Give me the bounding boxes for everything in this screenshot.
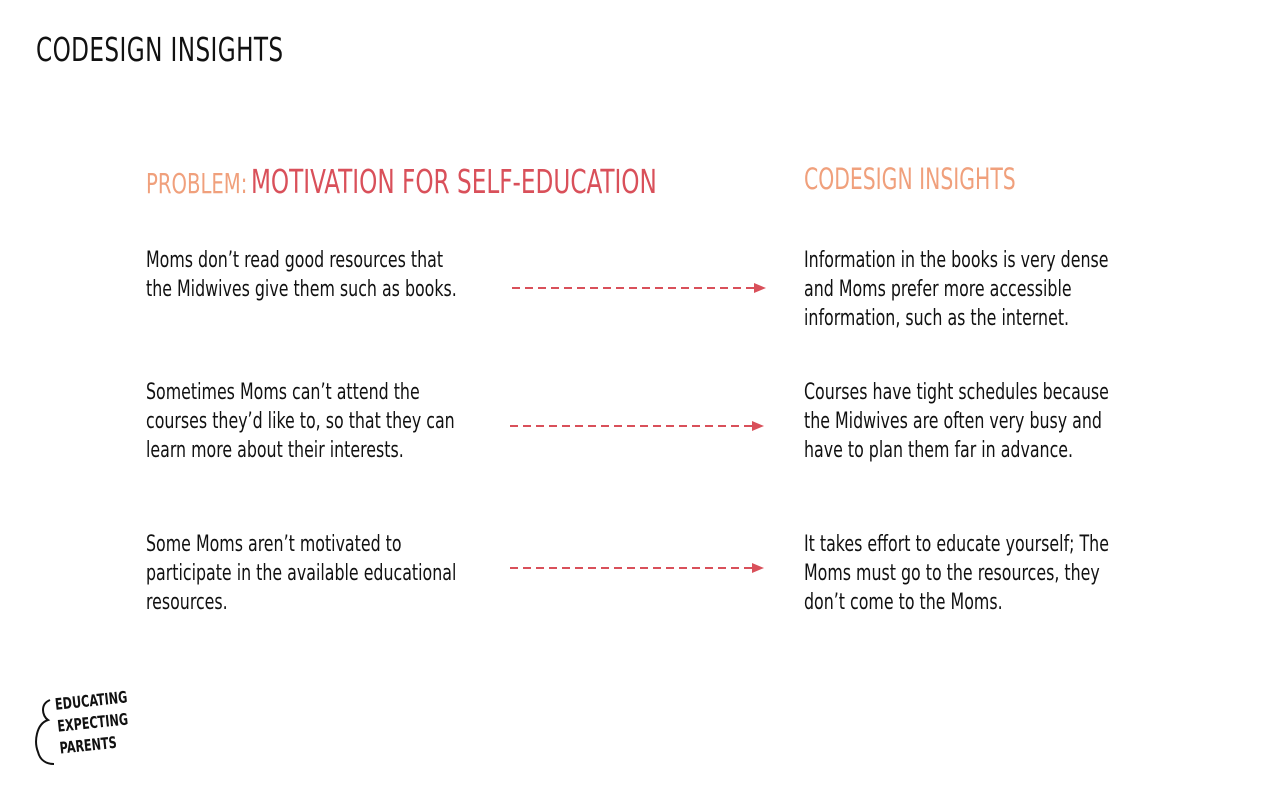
- problem-3-line-1: Some Moms aren’t motivated to: [146, 532, 402, 557]
- arrow-right-icon: [510, 561, 770, 575]
- problem-2-line-1: Sometimes Moms can’t attend the: [146, 380, 420, 405]
- insight-2-line-3: have to plan them far in advance.: [804, 438, 1074, 463]
- logo-line-2: EXPECTING: [56, 709, 129, 736]
- problem-1-line-1: Moms don’t read good resources that: [146, 248, 444, 273]
- logo-bracket-icon: [34, 698, 58, 766]
- problem-heading: [146, 162, 657, 201]
- educating-expecting-parents-logo: [34, 687, 134, 768]
- arrow-right-icon: [510, 419, 770, 433]
- arrow-right-icon: [512, 281, 772, 295]
- problem-1-line-2: the Midwives give them such as books.: [146, 277, 457, 302]
- insight-3-line-1: It takes effort to educate yourself; The: [804, 532, 1109, 557]
- logo-line-3: PARENTS: [58, 732, 118, 758]
- logo-line-1: EDUCATING: [54, 687, 129, 714]
- problem-text-3: [146, 530, 474, 617]
- insights-heading: CODESIGN INSIGHTS: [804, 162, 1016, 196]
- slide-title: CODESIGN INSIGHTS: [36, 30, 284, 69]
- problem-2-line-2: courses they’d like to, so that they can: [146, 409, 455, 434]
- insight-text-2: [804, 378, 1132, 465]
- insight-2-line-1: Courses have tight schedules because: [804, 380, 1109, 405]
- insight-2-line-2: the Midwives are often very busy and: [804, 409, 1102, 434]
- problem-prefix: PROBLEM:: [146, 167, 248, 200]
- insight-text-1: [804, 246, 1132, 333]
- problem-3-line-3: resources.: [146, 590, 228, 615]
- problem-2-line-3: learn more about their interests.: [146, 438, 404, 463]
- problem-text-1: [146, 246, 474, 304]
- problem-3-line-2: participate in the available educational: [146, 561, 457, 586]
- insight-1-line-3: information, such as the internet.: [804, 306, 1070, 331]
- insight-1-line-1: Information in the books is very dense: [804, 248, 1109, 273]
- insight-3-line-3: don’t come to the Moms.: [804, 590, 1003, 615]
- insight-3-line-2: Moms must go to the resources, they: [804, 561, 1100, 586]
- insight-text-3: [804, 530, 1132, 617]
- problem-text-2: [146, 378, 474, 465]
- insight-1-line-2: and Moms prefer more accessible: [804, 277, 1072, 302]
- problem-title: MOTIVATION FOR SELF-EDUCATION: [250, 162, 657, 201]
